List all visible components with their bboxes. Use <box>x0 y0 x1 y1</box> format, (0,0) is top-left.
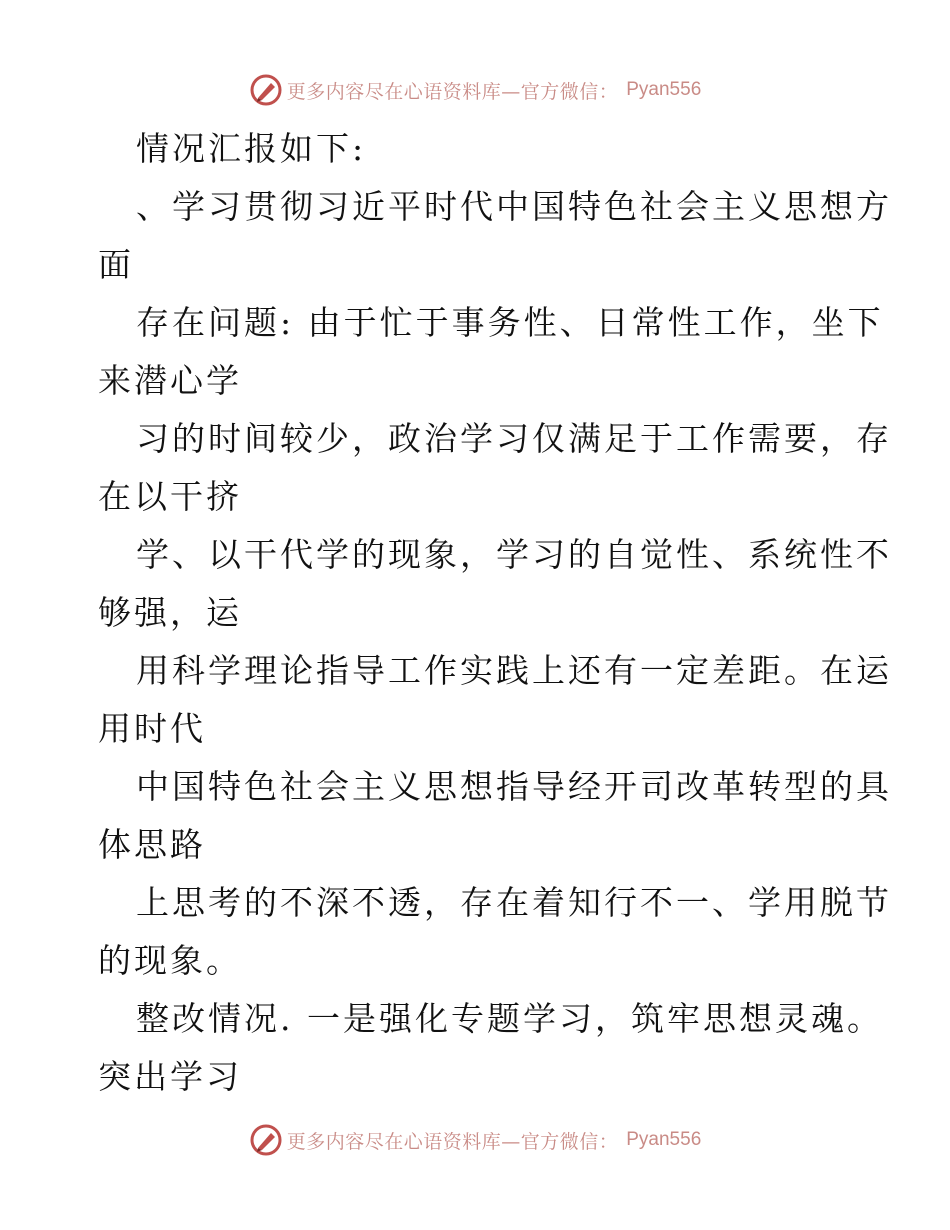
text-line: 够强，运 <box>98 593 242 632</box>
watermark-text: 更多内容尽在心语资料库—官方微信： <box>286 1130 619 1153</box>
watermark-text: 更多内容尽在心语资料库—官方微信： <box>286 80 619 103</box>
footer-watermark <box>0 1120 950 1160</box>
text-line: 面 <box>98 245 134 284</box>
text-line: 整改情况. 一是强化专题学习，筑牢思想灵魂。 <box>136 999 883 1038</box>
text-line: 用时代 <box>98 709 206 748</box>
text-line: 存在问题: 由于忙于事务性、日常性工作，坐下 <box>136 303 884 342</box>
text-line: 在以干挤 <box>98 477 242 516</box>
text-line: 用科学理论指导工作实践上还有一定差距。在运 <box>136 651 892 690</box>
watermark-handle: Pyan556 <box>626 79 702 100</box>
text-line: 来潜心学 <box>98 361 242 400</box>
header-watermark <box>0 70 950 110</box>
text-line: 、学习贯彻习近平时代中国特色社会主义思想方 <box>136 187 892 226</box>
text-line: 的现象。 <box>98 941 242 980</box>
text-line: 中国特色社会主义思想指导经开司改革转型的具 <box>136 767 892 806</box>
document-body <box>98 120 892 1106</box>
text-line: 学、以干代学的现象，学习的自觉性、系统性不 <box>136 535 892 574</box>
text-line: 突出学习 <box>98 1057 242 1096</box>
text-line: 上思考的不深不透，存在着知行不一、学用脱节 <box>136 883 892 922</box>
text-line: 习的时间较少，政治学习仅满足于工作需要，存 <box>136 419 892 458</box>
pen-logo-icon <box>249 1123 283 1157</box>
text-line: 情况汇报如下: <box>136 129 367 168</box>
pen-logo-icon <box>249 73 283 107</box>
text-line: 体思路 <box>98 825 206 864</box>
watermark-handle: Pyan556 <box>626 1129 702 1150</box>
